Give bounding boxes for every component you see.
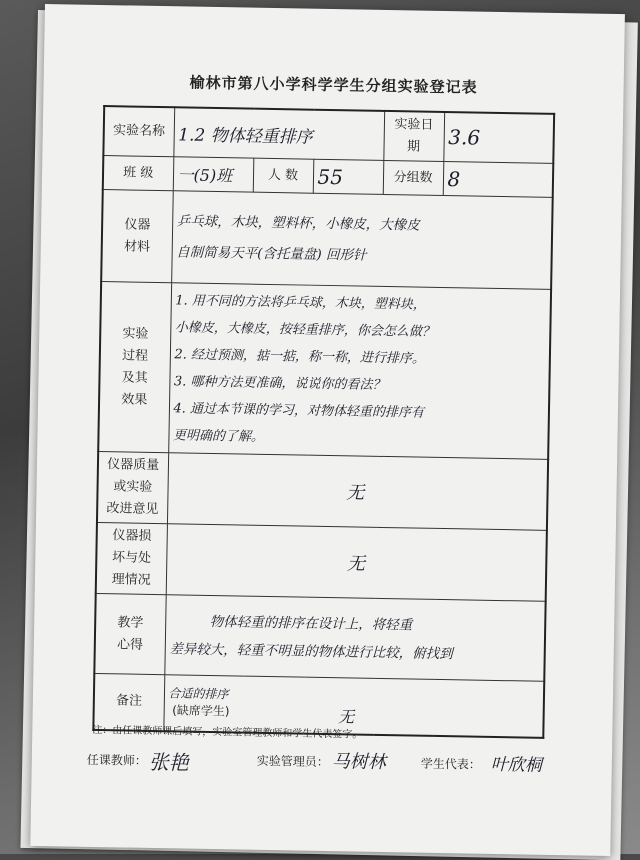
row-process bbox=[98, 282, 551, 460]
label-process: 实验 过程 及其 效果 bbox=[98, 282, 171, 453]
admin-signature: 马树林 bbox=[331, 751, 386, 774]
label-class: 班 级 bbox=[103, 156, 174, 191]
row-experiment-name bbox=[103, 106, 554, 163]
value-reflection: 物体轻重的排序在设计上，将轻重 差异较大，轻重不明显的物体进行比较，俯找到 bbox=[164, 595, 545, 682]
label-teacher: 任课教师： bbox=[86, 752, 147, 768]
label-groups: 分组数 bbox=[383, 160, 444, 195]
value-experiment-date: 3.6 bbox=[443, 112, 554, 163]
form-footnote: 注：由任课教师课后填写，实验室管理教师和学生代表签字。 bbox=[92, 724, 363, 741]
label-experiment-name: 实验名称 bbox=[103, 106, 174, 157]
student-rep-signature: 叶欣桐 bbox=[490, 754, 542, 776]
form-title: 榆林市第八小学科学学生分组实验登记表 bbox=[189, 73, 478, 97]
value-people: 55 bbox=[313, 159, 384, 194]
teacher-signature: 张艳 bbox=[148, 749, 189, 775]
registration-form-sheet bbox=[30, 4, 625, 856]
row-instruments bbox=[101, 190, 553, 290]
label-experiment-date: 实验日期 bbox=[383, 111, 444, 162]
label-instruments: 仪器 材料 bbox=[101, 190, 173, 283]
label-reflection: 教学 心得 bbox=[94, 593, 165, 674]
value-experiment-name: 1.2 物体轻重排序 bbox=[173, 107, 384, 160]
row-damage bbox=[96, 522, 547, 601]
row-reflection bbox=[94, 593, 545, 681]
label-quality: 仪器质量 或实验 改进意见 bbox=[97, 451, 168, 523]
value-remarks: 无 bbox=[337, 706, 355, 727]
label-student-rep: 学生代表： bbox=[420, 756, 481, 772]
value-process: 1. 用不同的方法将乒乓球，木块，塑料块， 小橡皮，大橡皮，按轻重排序，你会怎么做？ 2. 经过预测，掂一掂，称一称，进行排序。 3. 哪种方法更准确，说说你的看法？ 4. 通过本节课的学习，对物体轻重的排序有 更明确的了解。 bbox=[168, 283, 551, 460]
label-people: 人 数 bbox=[253, 158, 314, 193]
reflection-continued: 合适的排序 bbox=[168, 686, 229, 702]
signature-row bbox=[87, 745, 567, 783]
experiment-register-table bbox=[92, 105, 555, 738]
value-class: 一(5)班 bbox=[173, 157, 254, 192]
label-remarks: 备注 bbox=[93, 673, 164, 730]
value-damage: 无 bbox=[166, 524, 547, 602]
value-quality: 无 bbox=[167, 453, 548, 531]
value-instruments: 乒乓球，木块，塑料杯，小橡皮，大橡皮 自制简易天平(含托量盘) 回形针 bbox=[171, 191, 553, 290]
label-absent-students: (缺席学生) bbox=[172, 703, 230, 719]
label-damage: 仪器损 坏与处 理情况 bbox=[96, 522, 167, 594]
label-admin: 实验管理员： bbox=[256, 753, 329, 770]
row-quality bbox=[97, 451, 548, 530]
value-groups: 8 bbox=[443, 161, 554, 197]
